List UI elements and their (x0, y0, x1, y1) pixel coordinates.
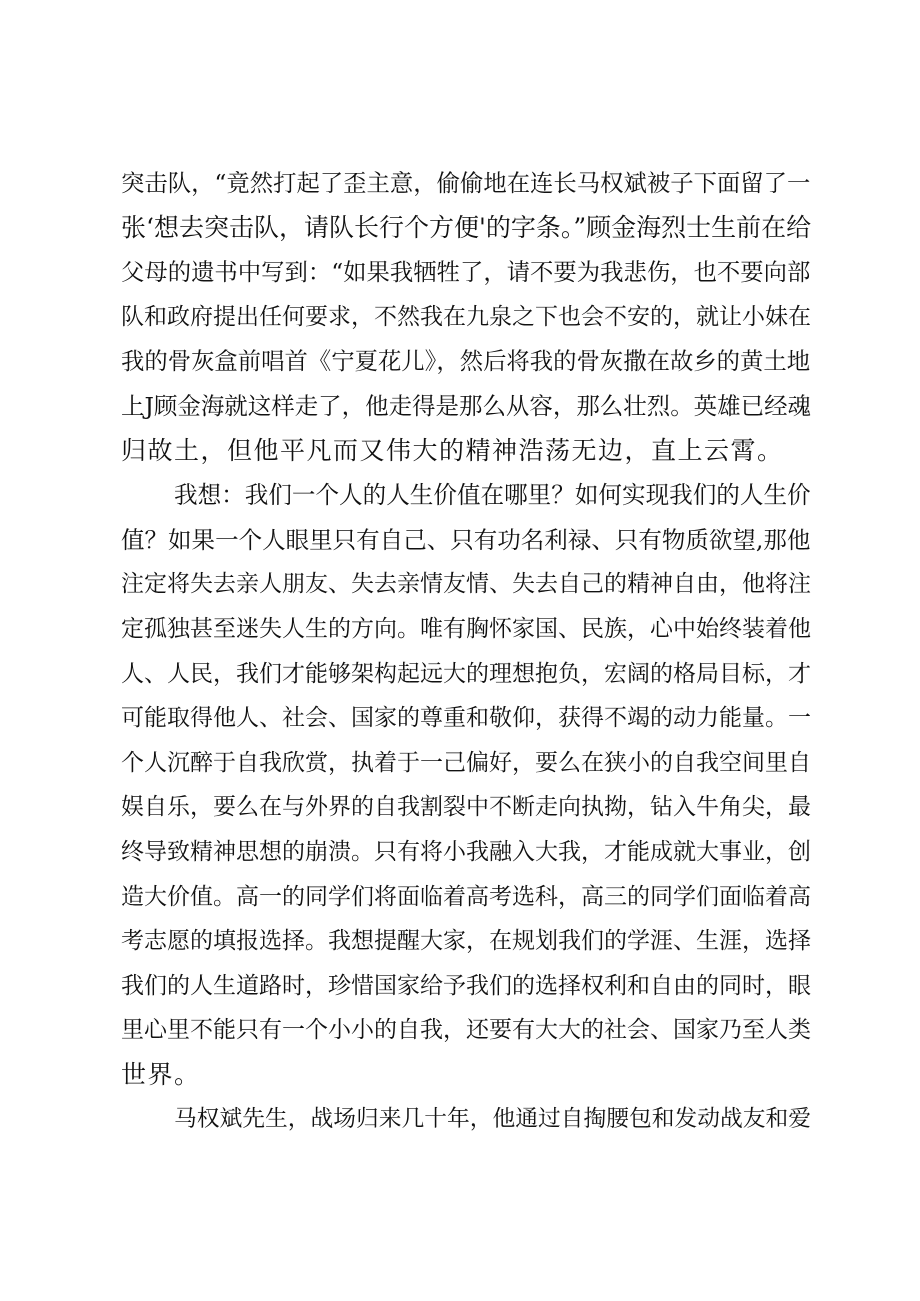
document-body (121, 161, 811, 1142)
text-line: 我想：我们一个人的人生价值在哪里？如何实现我们的人生价 (174, 481, 811, 510)
text-line: 队和政府提出任何要求，不然我在九泉之下也会不安的，就让小妹在 (121, 303, 811, 330)
paragraph-ma-quanbin (121, 1097, 811, 1142)
text-line: 马权斌先生，战场归来几十年，他通过自掏腰包和发动战友和爱 (174, 1106, 811, 1133)
text-line: 上J顾金海就这样走了，他走得是那么从容，那么壮烈。英雄已经魂 (121, 391, 812, 420)
text-line: 人、人民，我们才能够架构起远大的理想抱负，宏阔的格局目标，才 (121, 660, 811, 687)
paragraph-life-value (121, 473, 811, 1097)
text-line: 定孤独甚至迷失人生的方向。唯有胸怀家国、民族，心中始终装着他 (121, 615, 811, 642)
text-line: 突击队，“竟然打起了歪主意，偷偷地在连长马权斌被子下面留了一 (121, 169, 811, 197)
text-line: 终导致精神思想的崩溃。只有将小我融入大我，才能成就大事业，创 (121, 838, 811, 865)
text-line: 父母的遗书中写到：“如果我牺牲了，请不要为我悲伤，也不要向部 (121, 258, 811, 287)
text-line: 归故土，但他平凡而又伟大的精神浩荡无边，直上云霄。 (121, 435, 784, 465)
text-line: 值？如果一个人眼里只有自己、只有功名利禄、只有物质欲望,那他 (121, 525, 811, 554)
text-line: 我们的人生道路时，珍惜国家给予我们的选择权利和自由的同时，眼 (121, 972, 811, 999)
text-line: 娱自乐，要么在与外界的自我割裂中不断走向执拗，钻入牛角尖，最 (121, 794, 811, 821)
paragraph-hero-letter (121, 161, 811, 473)
text-line: 注定将失去亲人朋友、失去亲情友情、失去自己的精神自由，他将注 (121, 571, 811, 598)
text-line: 张‘想去突击队，请队长行个方便'的字条。”顾金海烈士生前在给 (121, 212, 812, 242)
text-line: 造大价值。高一的同学们将面临着高考选科，高三的同学们面临着高 (121, 883, 811, 910)
text-line: 里心里不能只有一个小小的自我，还要有大大的社会、国家乃至人类 (121, 1017, 811, 1044)
text-line: 考志愿的填报选择。我想提醒大家，在规划我们的学涯、生涯，选择 (121, 928, 811, 955)
text-line: 我的骨灰盒前唱首《宁夏花儿》，然后将我的骨灰撒在故乡的黄土地 (121, 347, 811, 376)
text-line: 世界。 (121, 1059, 201, 1089)
text-line: 个人沉醉于自我欣赏，执着于一己偏好，要么在狭小的自我空间里自 (121, 749, 811, 776)
text-line: 可能取得他人、社会、国家的尊重和敬仰，获得不竭的动力能量。一 (121, 705, 811, 732)
